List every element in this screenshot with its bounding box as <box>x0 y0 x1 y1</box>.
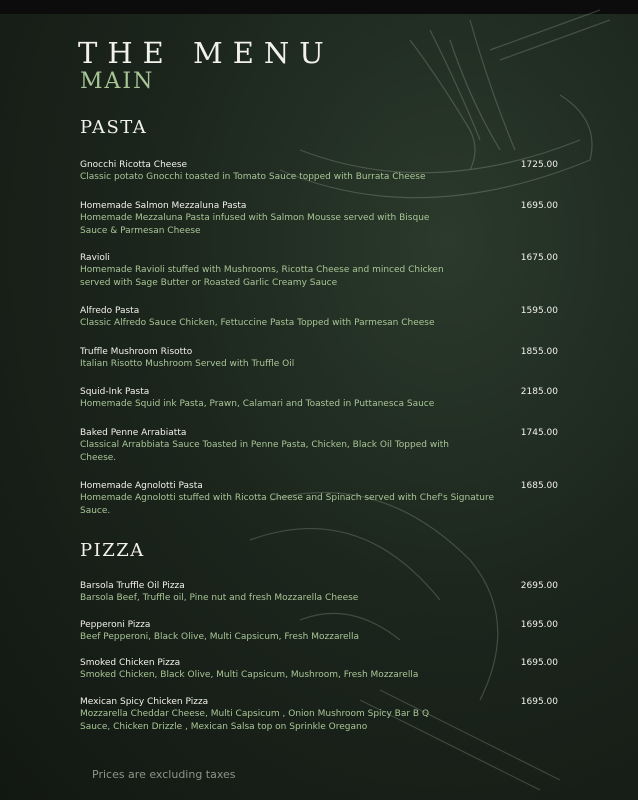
menu-item <box>80 696 560 733</box>
item-name: Baked Penne Arrabiatta <box>80 428 187 438</box>
menu-item <box>80 580 560 605</box>
item-price: 2185.00 <box>520 387 558 397</box>
item-description: Classical Arrabbiata Sauce Toasted in Penne Pasta, Chicken, Black Oil Topped with Cheese. <box>80 440 449 463</box>
item-price: 1855.00 <box>520 347 558 357</box>
menu-item <box>80 619 560 644</box>
item-name: Smoked Chicken Pizza <box>80 658 181 668</box>
menu-item <box>80 480 560 517</box>
item-description: Barsola Beef, Truffle oil, Pine nut and fresh Mozzarella Cheese <box>80 593 359 603</box>
item-price: 1695.00 <box>520 658 558 668</box>
menu-item <box>80 305 560 330</box>
tax-note: Prices are excluding taxes <box>92 768 236 781</box>
item-name: Homemade Salmon Mezzaluna Pasta <box>80 201 247 211</box>
item-name: Mexican Spicy Chicken Pizza <box>80 697 209 707</box>
item-description: Classic Alfredo Sauce Chicken, Fettuccine Pasta Topped with Parmesan Cheese <box>80 318 435 328</box>
section-title-pasta: PASTA <box>80 117 148 138</box>
menu-item <box>80 657 560 682</box>
item-description: Homemade Ravioli stuffed with Mushrooms, Ricotta Cheese and minced Chicken served with Sage Butter or Roasted Garlic Creamy Sauce <box>80 265 444 288</box>
item-name: Gnocchi Ricotta Cheese <box>80 160 188 170</box>
menu-subtitle: MAIN <box>80 69 155 94</box>
item-price: 1745.00 <box>520 428 558 438</box>
menu-item <box>80 159 560 184</box>
item-description: Beef Pepperoni, Black Olive, Multi Capsicum, Fresh Mozzarella <box>80 632 360 642</box>
section-title-pizza: PIZZA <box>80 540 145 561</box>
menu-item <box>80 252 560 289</box>
item-description: Mozzarella Cheddar Cheese, Multi Capsicum , Onion Mushroom Spicy Bar B Q Sauce, Chicken Drizzle , Mexican Salsa top on Sprinkle Oregano <box>80 709 430 732</box>
item-name: Barsola Truffle Oil Pizza <box>80 581 185 591</box>
item-description: Italian Risotto Mushroom Served with Truffle Oil <box>80 359 295 369</box>
item-description: Classic potato Gnocchi toasted in Tomato Sauce topped with Burrata Cheese <box>80 172 426 182</box>
item-description: Smoked Chicken, Black Olive, Multi Capsicum, Mushroom, Fresh Mozzarella <box>80 670 419 680</box>
item-name: Ravioli <box>80 253 110 263</box>
item-price: 1595.00 <box>520 306 558 316</box>
menu-item <box>80 346 560 371</box>
item-name: Truffle Mushroom Risotto <box>80 347 193 357</box>
item-name: Alfredo Pasta <box>80 306 140 316</box>
item-price: 1695.00 <box>520 620 558 630</box>
item-price: 1695.00 <box>520 201 558 211</box>
item-description: Homemade Squid ink Pasta, Prawn, Calamari and Toasted in Puttanesca Sauce <box>80 399 435 409</box>
item-price: 1685.00 <box>520 481 558 491</box>
menu-title: THE MENU <box>78 36 334 70</box>
menu-item <box>80 386 560 411</box>
item-name: Pepperoni Pizza <box>80 620 151 630</box>
item-name: Squid-Ink Pasta <box>80 387 150 397</box>
item-name: Homemade Agnolotti Pasta <box>80 481 203 491</box>
item-price: 1725.00 <box>520 160 558 170</box>
item-description: Homemade Agnolotti stuffed with Ricotta Cheese and Spinach served with Chef's Signature Sauce. <box>80 493 494 516</box>
item-price: 2695.00 <box>520 581 558 591</box>
item-price: 1695.00 <box>520 697 558 707</box>
item-price: 1675.00 <box>520 253 558 263</box>
item-description: Homemade Mezzaluna Pasta infused with Salmon Mousse served with Bisque Sauce & Parmesan Cheese <box>80 213 430 236</box>
menu-item <box>80 427 560 464</box>
menu-item <box>80 200 560 237</box>
